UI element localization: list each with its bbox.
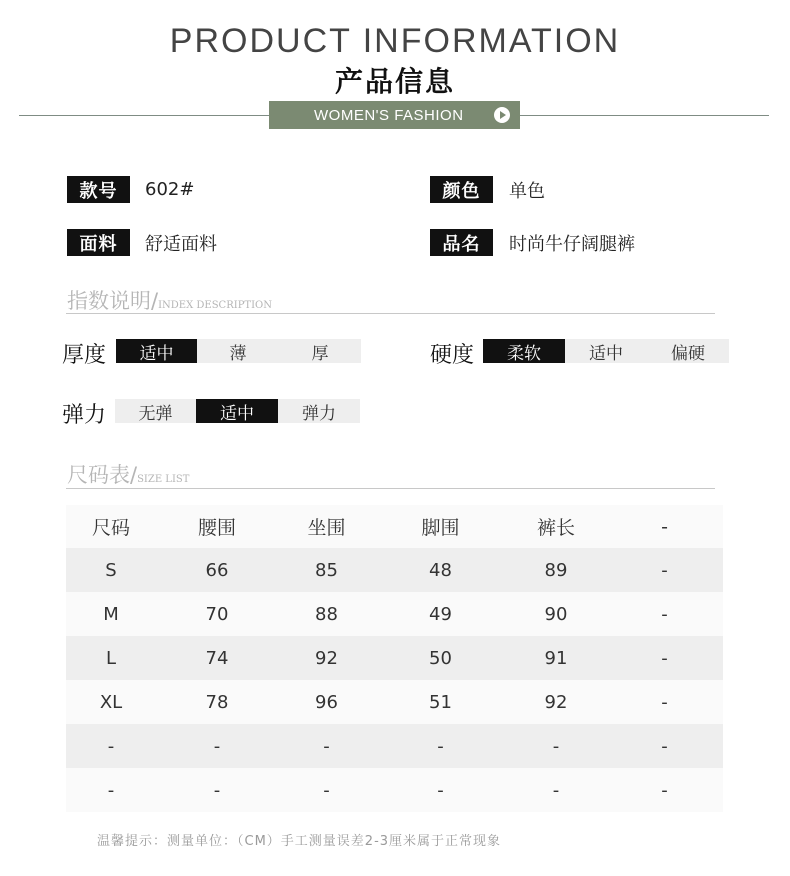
hardness-option-medium: 适中: [565, 339, 647, 363]
table-cell: -: [107, 779, 115, 801]
elasticity-option-none: 无弹: [115, 399, 196, 423]
elasticity-scale: [115, 399, 360, 423]
index-section-heading: [67, 285, 272, 315]
table-cell: -: [552, 779, 560, 801]
table-cell: 49: [429, 603, 452, 625]
table-row: [66, 592, 723, 636]
size-section-divider: [66, 488, 715, 489]
category-banner: [269, 101, 520, 129]
table-cell: -: [552, 735, 560, 757]
measurement-note: 温馨提示：测量单位：（CM）手工测量误差2-3厘米属于正常现象: [97, 834, 502, 849]
table-cell: 91: [544, 647, 568, 669]
table-row: [66, 768, 723, 812]
thickness-label: 厚度: [62, 343, 107, 368]
table-cell: 92: [315, 647, 338, 669]
table-cell: 50: [429, 647, 452, 669]
table-cell: M: [103, 603, 119, 625]
product-name-value: 时尚牛仔阔腿裤: [509, 234, 635, 255]
table-row: [66, 724, 723, 768]
index-section-divider: [66, 313, 715, 314]
thickness-option-thick: 厚: [279, 339, 361, 363]
banner-label: WOMEN'S FASHION: [314, 107, 464, 124]
table-cell: -: [107, 735, 115, 757]
page-title: PRODUCT INFORMATION: [169, 22, 621, 60]
header-cell-hem: 脚围: [421, 517, 460, 539]
header-cell-size: 尺码: [91, 517, 130, 539]
thickness-scale: [116, 339, 361, 363]
hardness-label: 硬度: [430, 343, 475, 368]
elasticity-option-stretch: 弹力: [278, 399, 360, 423]
table-cell: S: [105, 559, 117, 581]
table-cell: 66: [205, 559, 229, 581]
size-section-subtitle: SIZE LIST: [137, 474, 190, 485]
style-no-label: 款号: [67, 176, 130, 203]
table-cell: -: [661, 647, 668, 669]
table-cell: 89: [544, 559, 568, 581]
header-cell-hip: 坐围: [307, 517, 346, 539]
size-section-heading: [67, 459, 189, 489]
style-no-value: 602#: [145, 179, 195, 200]
table-cell: -: [323, 735, 330, 757]
table-cell: 70: [205, 603, 229, 625]
index-section-title: 指数说明/: [67, 289, 159, 313]
elasticity-label: 弹力: [62, 403, 107, 428]
table-cell: 88: [315, 603, 338, 625]
table-cell: -: [323, 779, 330, 801]
header-divider-left: [19, 115, 271, 116]
thickness-option-medium: 适中: [116, 339, 197, 363]
table-cell: L: [105, 647, 117, 669]
table-cell: -: [661, 735, 668, 757]
header-divider-right: [519, 115, 769, 116]
table-row: [66, 548, 723, 592]
page-subtitle: 产品信息: [334, 65, 455, 98]
header-cell-length: 裤长: [536, 517, 575, 539]
table-cell: 96: [315, 691, 338, 713]
table-cell: -: [661, 559, 668, 581]
hardness-option-firm: 偏硬: [647, 339, 729, 363]
table-cell: XL: [99, 691, 123, 713]
size-table-header: [66, 505, 723, 548]
header-cell-extra: -: [661, 515, 668, 538]
table-cell: 92: [544, 691, 568, 713]
play-circle-icon: [494, 107, 510, 123]
table-cell: 74: [205, 647, 229, 669]
header-cell-waist: 腰围: [197, 517, 236, 539]
table-cell: 90: [544, 603, 568, 625]
hardness-option-soft: 柔软: [483, 339, 565, 363]
fabric-label: 面料: [67, 229, 130, 256]
table-row: [66, 680, 723, 724]
table-cell: 48: [429, 559, 452, 581]
thickness-option-thin: 薄: [197, 339, 279, 363]
table-cell: 78: [205, 691, 229, 713]
index-section-subtitle: INDEX DESCRIPTION: [158, 300, 272, 311]
color-label: 颜色: [430, 176, 493, 203]
table-cell: -: [213, 779, 221, 801]
product-name-label: 品名: [430, 229, 493, 256]
size-section-title: 尺码表/: [67, 463, 138, 487]
hardness-scale: [483, 339, 729, 363]
fabric-value: 舒适面料: [145, 234, 217, 255]
table-cell: -: [437, 779, 444, 801]
size-table: [66, 505, 723, 812]
table-cell: 85: [315, 559, 338, 581]
table-cell: -: [213, 735, 221, 757]
color-value: 单色: [509, 181, 545, 202]
table-cell: -: [661, 779, 668, 801]
table-cell: -: [661, 603, 668, 625]
table-cell: 51: [429, 691, 452, 713]
elasticity-option-medium: 适中: [196, 399, 278, 423]
table-row: [66, 636, 723, 680]
table-cell: -: [437, 735, 444, 757]
table-cell: -: [661, 691, 668, 713]
